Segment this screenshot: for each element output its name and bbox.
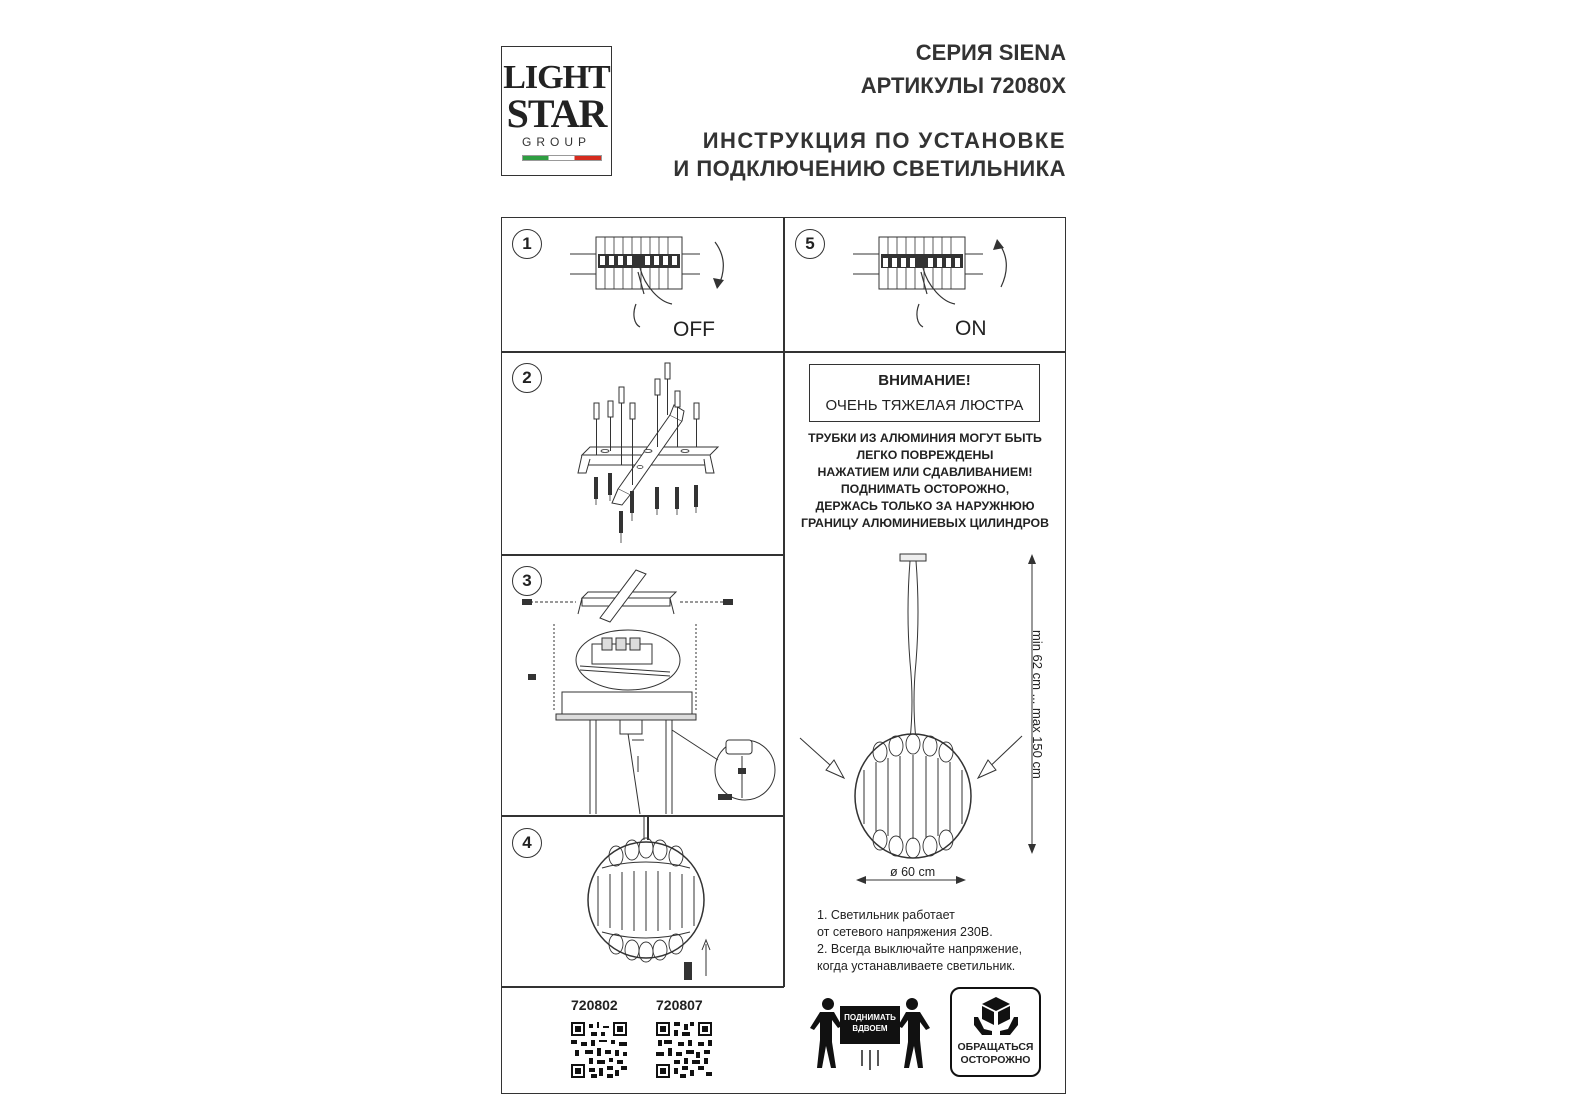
articles-title: АРТИКУЛЫ 72080X [860, 73, 1066, 98]
lift-together-line: ВДВОЕМ [852, 1024, 888, 1033]
warning-line: ПОДНИМАТЬ ОСТОРОЖНО, [840, 482, 1010, 496]
note-line: 1. Светильник работает [817, 908, 955, 922]
warning-line: ГРАНИЦУ АЛЮМИНИЕВЫХ ЦИЛИНДРОВ [800, 516, 1050, 530]
lift-together-line: ПОДНИМАТЬ [844, 1013, 896, 1022]
fragile-line: ОСТОРОЖНО [960, 1054, 1031, 1066]
logo-line-group: GROUP [521, 135, 591, 149]
handle-with-care-icon [972, 995, 1020, 1037]
grid-divider-row2 [501, 554, 784, 556]
logo-line-star: STAR [506, 91, 607, 136]
qr-code-icon[interactable] [571, 1022, 627, 1078]
handle-with-care-badge [950, 987, 1041, 1077]
step-3-number: 3 [512, 566, 542, 596]
breaker-panel-off-illustration [560, 232, 750, 342]
warning-line: ЛЕГКО ПОВРЕЖДЕНЫ [856, 448, 994, 462]
italian-flag-stripe [522, 155, 602, 161]
instruction-title-line1: ИНСТРУКЦИЯ ПО УСТАНОВКЕ [702, 128, 1066, 153]
brand-logo [501, 46, 612, 176]
warning-line: НАЖАТИЕМ ИЛИ СДАВЛИВАНИЕМ! [817, 465, 1033, 479]
note-line: 2. Всегда выключайте напряжение, [817, 942, 1023, 956]
height-dimension-label: min 62 cm ... max 150 cm [1030, 630, 1045, 779]
step-5-number: 5 [795, 229, 825, 259]
aluminium-tubes-warning-text [784, 430, 1066, 532]
article-code-720807: 720807 [656, 997, 703, 1013]
note-line: от сетевого напряжения 230В. [817, 925, 993, 939]
article-code-720802: 720802 [571, 997, 618, 1013]
lift-together-label [840, 1012, 900, 1034]
warning-line: ТРУБКИ ИЗ АЛЮМИНИЯ МОГУТ БЫТЬ [808, 431, 1042, 445]
note-line: когда устанавливаете светильник. [817, 959, 1016, 973]
step-4-number: 4 [512, 828, 542, 858]
fragile-line: ОБРАЩАТЬСЯ [957, 1041, 1034, 1053]
grid-divider-row1 [501, 351, 1066, 353]
grid-divider-row4 [501, 986, 784, 988]
instruction-title-line2: И ПОДКЛЮЧЕНИЮ СВЕТИЛЬНИКА [673, 156, 1066, 181]
handle-with-care-label [952, 1041, 1039, 1067]
logo-line-light: LIGHT [503, 59, 610, 96]
warning-line: ДЕРЖАСЬ ТОЛЬКО ЗА НАРУЖНЮЮ [815, 499, 1035, 513]
mounting-bracket-screws-illustration [560, 355, 760, 550]
step-1-number: 1 [512, 229, 542, 259]
warning-subtitle: ОЧЕНЬ ТЯЖЕЛАЯ ЛЮСТРА [825, 397, 1024, 414]
step-2-number: 2 [512, 363, 542, 393]
canopy-wiring-illustration [520, 560, 782, 814]
diameter-dimension-label: ø 60 cm [890, 865, 936, 879]
pendant-ball-assembly-illustration [580, 816, 720, 984]
qr-code-icon[interactable] [656, 1022, 712, 1078]
heavy-chandelier-warning-box [809, 364, 1040, 422]
warning-title: ВНИМАНИЕ! [878, 372, 971, 389]
pendant-dimension-drawing [796, 552, 1056, 892]
electrical-notes [817, 907, 1057, 975]
grid-divider-vertical [783, 217, 785, 987]
series-title: СЕРИЯ SIENA [915, 40, 1066, 65]
breaker-panel-on-illustration [843, 232, 1033, 342]
step-5-on-label: ON [955, 317, 987, 340]
step-1-off-label: OFF [673, 318, 715, 341]
